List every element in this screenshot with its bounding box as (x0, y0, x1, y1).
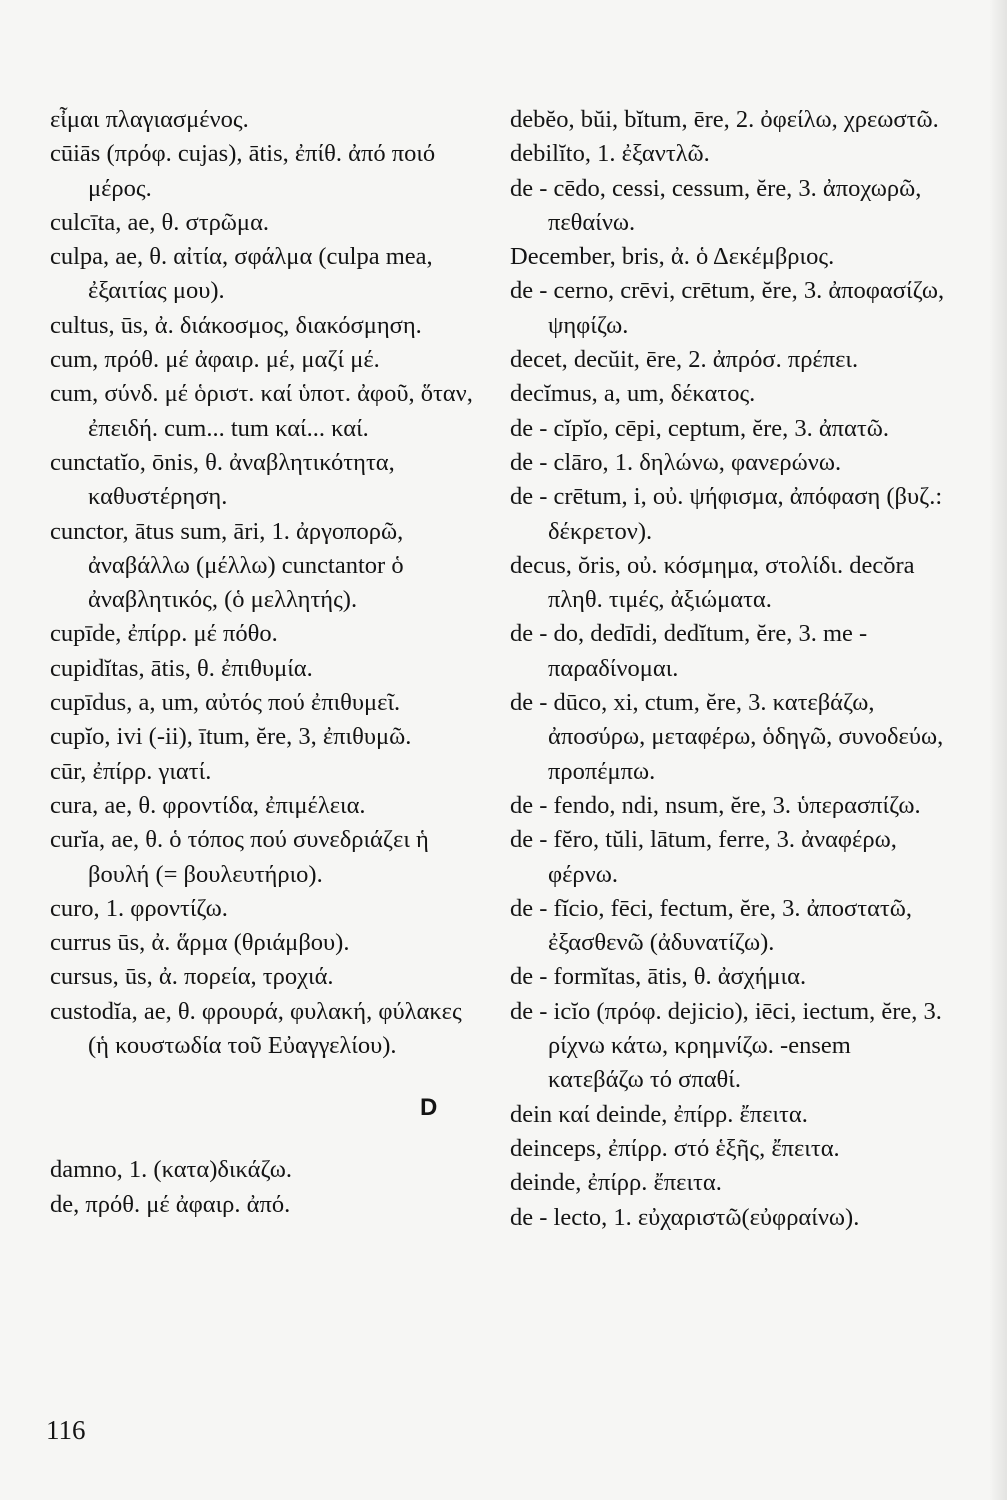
dictionary-entry: decet, decŭit, ēre, 2. ἀπρόσ. πρέπει. (510, 346, 859, 374)
dictionary-entry: de - dūco, xi, ctum, ĕre, 3. κατεβάζω, ἀποσύρω, μεταφέρω, ὁδηγῶ, συνοδεύω, προπέμπω. (510, 689, 944, 785)
dictionary-entry: de - fĭcio, fēci, fectum, ĕre, 3. ἀποστατῶ, ἐξασθενῶ (ἀδυνατίζω). (510, 894, 913, 957)
dictionary-entry: decĭmus, a, um, δέκατος. (510, 380, 756, 408)
dictionary-entry: currus ūs, ἀ. ἅρμα (θριάμβου). (50, 929, 350, 957)
dictionary-entry: cūr, ἐπίρρ. γιατί. (50, 757, 212, 785)
left-entries-after-heading (50, 1153, 486, 1222)
dictionary-entry: curo, 1. φροντίζω. (50, 894, 228, 922)
dictionary-entry: de - fendo, ndi, nsum, ĕre, 3. ὑπερασπίζω. (510, 791, 921, 819)
right-column (510, 103, 950, 1235)
letter-heading: D (420, 1094, 438, 1122)
dictionary-entry: culcīta, ae, θ. στρῶμα. (50, 208, 270, 236)
dictionary-entry: cupĭo, ivi (-ii), ītum, ĕre, 3, ἐπιθυμῶ. (50, 723, 412, 751)
dictionary-entry: de - icĭo (πρόφ. dejicio), iēci, iectum, ĕre, 3. ρίχνω κάτω, κρημνίζω. -ensem κατεβάζω τό σπαθί. (510, 997, 942, 1094)
dictionary-entry: de - cĭpĭo, cēpi, ceptum, ĕre, 3. ἀπατῶ. (510, 414, 889, 442)
dictionary-entry: de - cerno, crēvi, crētum, ĕre, 3. ἀποφασίζω, ψηφίζω. (510, 277, 945, 339)
left-column (50, 103, 486, 1222)
dictionary-entry: December, bris, ἀ. ὁ Δεκέμβριος. (510, 243, 835, 271)
dictionary-entry: de - formĭtas, ātis, θ. ἀσχήμια. (510, 963, 807, 991)
dictionary-entry: de - cēdo, cessi, cessum, ĕre, 3. ἀποχωρῶ, πεθαίνω. (510, 174, 922, 236)
dictionary-entry: debilĭto, 1. ἐξαντλῶ. (510, 140, 710, 168)
page-edge-shadow (989, 0, 1007, 1500)
dictionary-entry: deinceps, ἐπίρρ. στό ἑξῆς, ἔπειτα. (510, 1134, 840, 1162)
dictionary-entry: cultus, ūs, ἀ. διάκοσμος, διακόσμηση. (50, 311, 422, 339)
dictionary-entry: damno, 1. (κατα)δικάζω. (50, 1156, 293, 1184)
dictionary-entry: de - lecto, 1. εὐχαριστῶ(εὐφραίνω). (510, 1203, 860, 1231)
dictionary-entry: cupīde, ἐπίρρ. μέ πόθο. (50, 620, 278, 648)
dictionary-entry: debĕo, bŭi, bĭtum, ēre, 2. ὀφείλω, χρεωστῶ. (510, 106, 939, 133)
dictionary-entry: cunctatĭo, ōnis, θ. ἀναβλητικότητα, καθυστέρηση. (50, 448, 395, 511)
left-entries (50, 103, 486, 1063)
dictionary-entry: cūiās (πρόφ. cujas), ātis, ἐπίθ. ἀπό ποιό μέρος. (50, 140, 436, 202)
dictionary-entry: cura, ae, θ. φροντίδα, ἐπιμέλεια. (50, 791, 366, 819)
dictionary-entry: custodĭa, ae, θ. φρουρά, φυλακή, φύλακες (ἡ κουστωδία τοῦ Εὐαγγελίου). (50, 997, 462, 1060)
dictionary-entry: curĭa, ae, θ. ὁ τόπος πού συνεδριάζει ἡ βουλή (= βουλευτήριο). (50, 826, 429, 888)
dictionary-entry: de - clāro, 1. δηλώνω, φανερώνω. (510, 448, 842, 476)
page-number: 116 (46, 1415, 86, 1445)
dictionary-entry: culpa, ae, θ. αἰτία, σφάλμα (culpa mea, ἐξαιτίας μου). (50, 243, 433, 305)
dictionary-entry: decus, ŏris, οὐ. κόσμημα, στολίδι. decŏra πληθ. τιμές, ἀξιώματα. (510, 551, 915, 614)
dictionary-entry: dein καί deinde, ἐπίρρ. ἔπειτα. (510, 1100, 808, 1128)
dictionary-entry: cum, πρόθ. μέ ἀφαιρ. μέ, μαζί μέ. (50, 346, 380, 374)
dictionary-entry: εἶμαι πλαγιασμένος. (50, 106, 249, 133)
right-entries (510, 103, 950, 1235)
dictionary-entry: cupīdus, a, um, αὐτός πού ἐπιθυμεῖ. (50, 689, 401, 717)
dictionary-entry: cum, σύνδ. μέ ὁριστ. καί ὑποτ. ἀφοῦ, ὅταν, ἐπειδή. cum... tum καί... καί. (50, 380, 473, 442)
dictionary-entry: de, πρόθ. μέ ἀφαιρ. ἀπό. (50, 1190, 291, 1218)
dictionary-entry: cunctor, ātus sum, āri, 1. ἀργοπορῶ, ἀναβάλλω (μέλλω) cunctantor ὁ ἀναβλητικός, (ὁ μελλητής). (50, 517, 404, 614)
dictionary-entry: de - do, dedīdi, dedĭtum, ĕre, 3. me - παραδίνομαι. (510, 620, 868, 682)
dictionary-entry: de - crētum, i, οὐ. ψήφισμα, ἀπόφαση (βυζ.: δέκρετον). (510, 483, 943, 545)
dictionary-entry: cupidĭtas, ātis, θ. ἐπιθυμία. (50, 654, 313, 682)
dictionary-entry: cursus, ūs, ἀ. πορεία, τροχιά. (50, 963, 334, 991)
dictionary-entry: deinde, ἐπίρρ. ἔπειτα. (510, 1169, 722, 1197)
dictionary-entry: de - fĕro, tŭli, lātum, ferre, 3. ἀναφέρω, φέρνω. (510, 826, 897, 888)
